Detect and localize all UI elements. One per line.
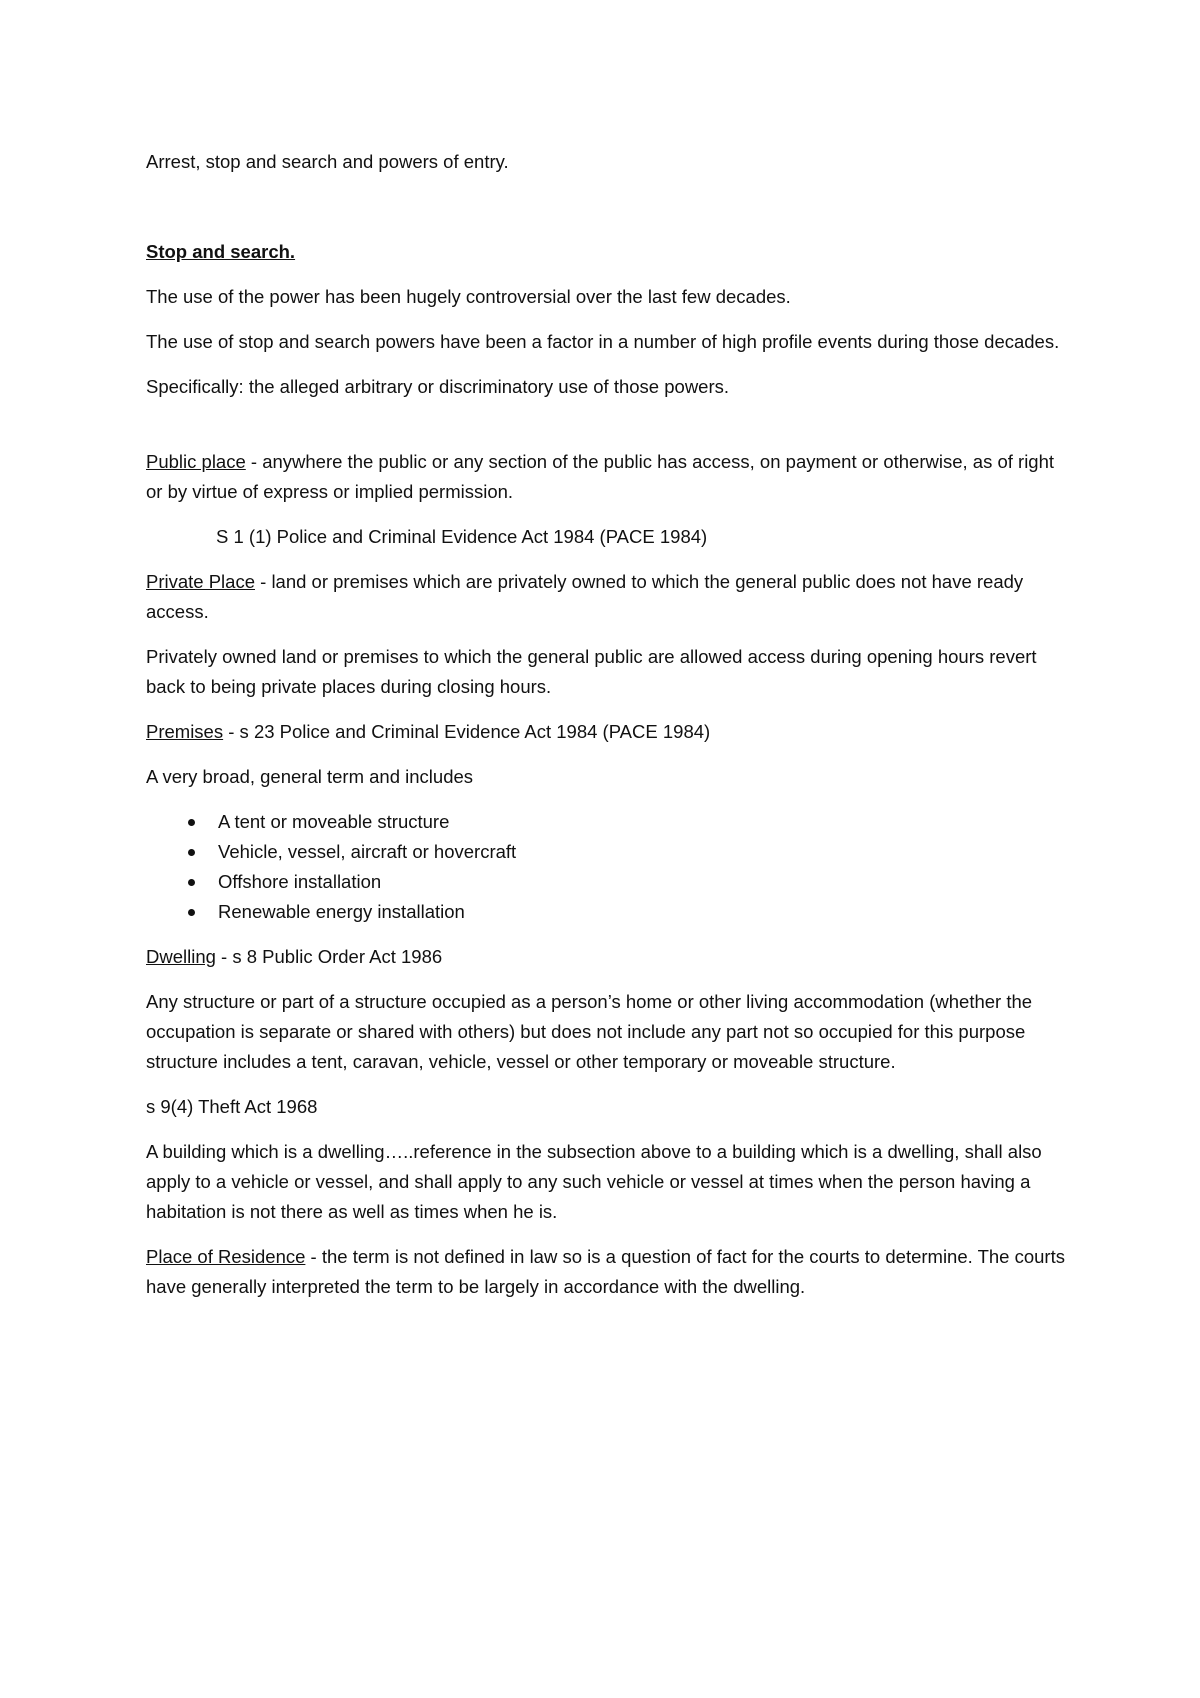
section-heading: [146, 237, 1066, 267]
dwelling-reference: - s 8 Public Order Act 1986: [215, 946, 443, 967]
list-item: [146, 867, 1066, 897]
section-heading-text: Stop and search.: [146, 241, 296, 262]
list-item-text: Offshore installation: [218, 871, 382, 892]
intro-paragraph-2: The use of stop and search powers have been a factor in a number of high profile events during those decades.: [146, 331, 1060, 352]
place-of-residence-text: - the term is not defined in law so is a question of fact for the courts to determine. The courts have generally interpreted the term to be largely in accordance with the dwelling.: [146, 1246, 1065, 1297]
public-place-definition: [146, 447, 1066, 507]
list-item-text: Renewable energy installation: [218, 901, 465, 922]
place-of-residence-definition: [146, 1242, 1066, 1302]
theft-act-reference: s 9(4) Theft Act 1968: [146, 1096, 318, 1117]
bullet-icon: [188, 819, 195, 826]
bullet-icon: [188, 909, 195, 916]
document-page: [146, 147, 1066, 1317]
dwelling-heading: [146, 942, 1066, 972]
premises-reference: - s 23 Police and Criminal Evidence Act 1984 (PACE 1984): [223, 721, 711, 742]
theft-act-text: A building which is a dwelling…..reference in the subsection above to a building which is a dwelling, shall also apply to a vehicle or vessel, and shall apply to any such vehicle or vessel at times when the person having a habitation is not there as well as times when he is.: [146, 1141, 1042, 1222]
intro-paragraph-1: The use of the power has been hugely controversial over the last few decades.: [146, 286, 791, 307]
premises-term: Premises: [146, 721, 224, 742]
private-place-term: Private Place: [146, 571, 255, 592]
list-item: [146, 897, 1066, 927]
private-place-note: Privately owned land or premises to which the general public are allowed access during opening hours revert back to being private places during closing hours.: [146, 646, 1037, 697]
premises-intro: A very broad, general term and includes: [146, 766, 474, 787]
public-place-text: - anywhere the public or any section of the public has access, on payment or otherwise, as of right or by virtue of express or implied permission.: [146, 451, 1055, 502]
premises-heading: [146, 717, 1066, 747]
dwelling-term: Dwelling: [146, 946, 216, 967]
public-place-term: Public place: [146, 451, 246, 472]
bullet-icon: [188, 879, 195, 886]
public-place-reference: S 1 (1) Police and Criminal Evidence Act 1984 (PACE 1984): [216, 526, 708, 547]
list-item-text: A tent or moveable structure: [218, 811, 450, 832]
list-item: [146, 807, 1066, 837]
place-of-residence-term: Place of Residence: [146, 1246, 306, 1267]
document-title: Arrest, stop and search and powers of entry.: [146, 151, 509, 172]
dwelling-definition: Any structure or part of a structure occupied as a person’s home or other living accommodation (whether the occupation is separate or shared with others) but does not include any part not so occupied for this purpose structure includes a tent, caravan, vehicle, vessel or other temporary or moveable structure.: [146, 991, 1033, 1072]
private-place-text: - land or premises which are privately owned to which the general public does not have ready access.: [146, 571, 1024, 622]
intro-paragraph-3: Specifically: the alleged arbitrary or discriminatory use of those powers.: [146, 376, 730, 397]
list-item: [146, 837, 1066, 867]
premises-list: [146, 807, 1066, 927]
private-place-definition: [146, 567, 1066, 627]
bullet-icon: [188, 849, 195, 856]
list-item-text: Vehicle, vessel, aircraft or hovercraft: [218, 841, 517, 862]
